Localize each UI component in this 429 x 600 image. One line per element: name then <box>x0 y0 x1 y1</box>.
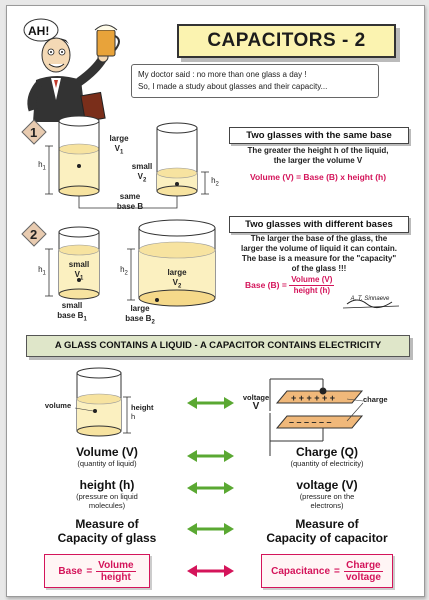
label-large-base-b2: large base $B_2$ <box>125 304 155 326</box>
section1-heading: Two glasses with the same base <box>229 127 409 144</box>
formula-base: Base = $\frac{\text{Volume}}{\text{height}}$ <box>44 554 150 588</box>
row-volume-left: Volume (V) (quantity of liquid) <box>76 445 138 468</box>
label-small-v1: small $V_1$ <box>68 260 90 282</box>
comparison-banner: A GLASS CONTAINS A LIQUID - A CAPACITOR CONTAINS ELECTRICITY <box>26 335 410 357</box>
arrow-row-5 <box>187 565 234 577</box>
label-large-v2: large $V_2$ <box>167 268 187 290</box>
glass-large-v1 <box>59 116 99 196</box>
svg-text:1: 1 <box>30 125 38 140</box>
arrow-row-3 <box>187 482 234 494</box>
author-signature: A. T. Sinnaeve <box>350 296 390 302</box>
row-voltage-right: voltage (V) (pressure on the electrons) <box>296 478 358 510</box>
arrow-row-4 <box>187 523 234 535</box>
formula-capacitance: Capacitance = $\frac{\text{Charge}}{\text{voltage}}$ <box>261 554 393 588</box>
row-capacity-right: Measure of Capacity of capacitor <box>266 517 388 545</box>
section1-text: The greater the height h of the liquid, the larger the volume V <box>247 146 389 165</box>
label-small-base-b1: small base $B_1$ <box>57 301 87 323</box>
arrow-row-1 <box>187 397 234 409</box>
quote-line-1: My doctor said : no more than one glass a day ! <box>138 70 307 79</box>
label-charge: charge <box>363 395 388 404</box>
label-h2: $h_2$ <box>211 176 219 188</box>
label-volume: volume <box>44 401 72 410</box>
row-charge-right: Charge (Q) (quantity of electricity) <box>290 445 364 468</box>
label-h2-2: $h_2$ <box>120 265 128 277</box>
step-1-badge <box>22 120 46 144</box>
label-height: height h <box>131 403 154 421</box>
section1-formula: Volume (V) = Base (B) x height (h) <box>249 172 387 182</box>
glass-large-base <box>139 220 215 306</box>
label-voltage: voltage V <box>242 393 270 412</box>
poster <box>6 5 425 597</box>
label-same-base: same base B <box>116 192 144 211</box>
section2-heading: Two glasses with different bases <box>229 216 409 233</box>
glass-small-v2 <box>157 123 197 196</box>
label-large-v1: large $V_1$ <box>109 134 129 156</box>
glass-liquid-drawing <box>75 368 131 436</box>
quote-line-2: So, I made a study about glasses and their capacity... <box>138 82 328 91</box>
svg-text:– – – – – –: – – – – – – <box>289 417 332 427</box>
section2-formula: Base (B) = $\frac{\text{Volume (V)}}{\text{height (h)}}$ <box>245 275 333 295</box>
label-h1: $h_1$ <box>38 160 46 172</box>
section2-text: The larger the base of the glass, the larger the volume of liquid it can contain. The base is a measure for the "capacity" of the glass !!! <box>240 234 398 273</box>
svg-text:+ + + + + +: + + + + + + <box>291 393 336 403</box>
speech-text: AH! <box>28 24 50 38</box>
poster-title: CAPACITORS - 2 <box>177 24 396 58</box>
row-height-left: height (h) (pressure on liquid molecules) <box>76 478 138 510</box>
svg-text:2: 2 <box>30 227 38 242</box>
arrow-row-2 <box>187 450 234 462</box>
label-h1-2: $h_1$ <box>38 265 46 277</box>
step-2-badge <box>22 222 46 246</box>
label-small-v2: small $V_2$ <box>131 162 153 184</box>
row-capacity-left: Measure of Capacity of glass <box>57 517 157 545</box>
